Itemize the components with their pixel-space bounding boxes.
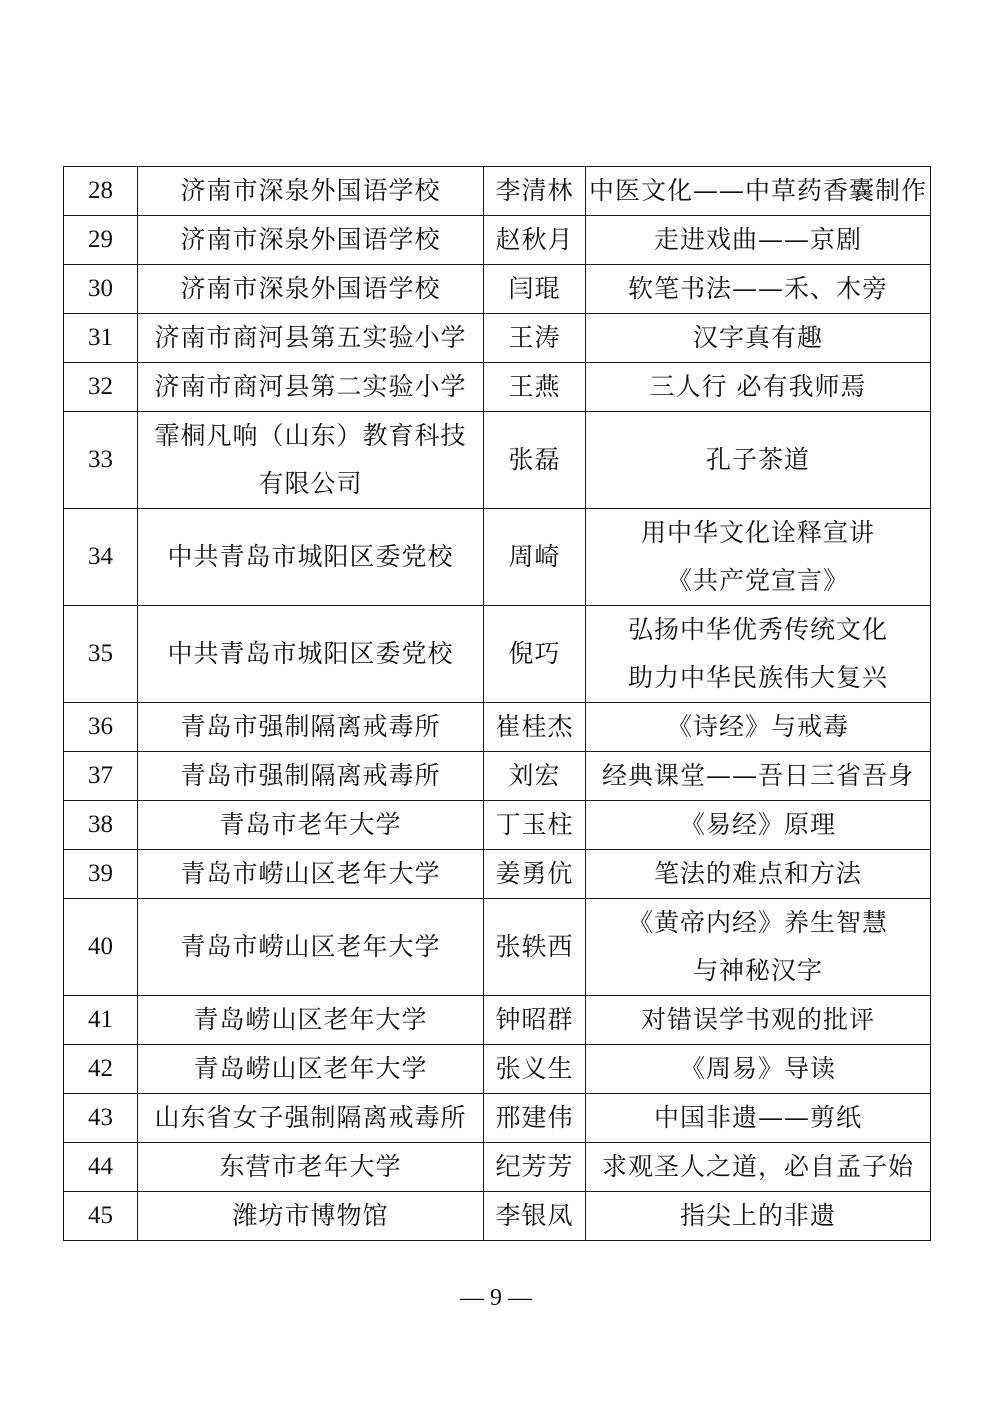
table-row	[64, 1094, 931, 1143]
organization-cell	[138, 509, 484, 606]
course-title-line: 《黄帝内经》养生智慧	[627, 908, 888, 937]
organization-cell	[138, 703, 484, 752]
presenter-name-cell: 纪芳芳	[484, 1143, 586, 1192]
table-row	[64, 167, 931, 216]
presenter-name-cell: 王燕	[484, 363, 586, 412]
row-number-cell: 45	[64, 1192, 138, 1241]
table-row	[64, 314, 931, 363]
course-title-cell	[586, 801, 931, 850]
table-row	[64, 899, 931, 996]
presenter-name-cell: 周崎	[484, 509, 586, 606]
organization-line: 有限公司	[258, 469, 363, 498]
row-number-cell: 43	[64, 1094, 138, 1143]
course-title-line: 弘扬中华优秀传统文化	[627, 615, 888, 644]
course-title-cell	[586, 996, 931, 1045]
row-number-cell: 33	[64, 412, 138, 509]
organization-cell	[138, 412, 484, 509]
organization-line: 青岛市老年大学	[219, 810, 402, 839]
course-title-line: 求观圣人之道，必自孟子始	[601, 1152, 914, 1181]
presenter-name-cell: 倪巧	[484, 606, 586, 703]
course-title-line: 三人行 必有我师焉	[649, 372, 867, 401]
row-number-cell: 39	[64, 850, 138, 899]
course-title-cell	[586, 216, 931, 265]
row-number-cell: 42	[64, 1045, 138, 1094]
presenter-name-cell: 张轶西	[484, 899, 586, 996]
row-number-cell: 31	[64, 314, 138, 363]
course-title-cell	[586, 850, 931, 899]
presenter-name-cell: 刘宏	[484, 752, 586, 801]
row-number-cell: 41	[64, 996, 138, 1045]
organization-cell	[138, 1094, 484, 1143]
presenter-name-cell: 王涛	[484, 314, 586, 363]
presenter-name-cell: 邢建伟	[484, 1094, 586, 1143]
organization-cell	[138, 216, 484, 265]
course-title-line: 对错误学书观的批评	[640, 1005, 875, 1034]
roster-table	[63, 166, 931, 1241]
organization-line: 中共青岛市城阳区委党校	[167, 639, 454, 668]
course-title-line: 《周易》导读	[679, 1054, 836, 1083]
organization-cell	[138, 801, 484, 850]
course-title-line: 指尖上的非遗	[679, 1201, 836, 1230]
organization-line: 山东省女子强制隔离戒毒所	[154, 1103, 467, 1132]
row-number-cell: 40	[64, 899, 138, 996]
course-title-line: 《共产党宣言》	[666, 566, 849, 595]
presenter-name-cell: 钟昭群	[484, 996, 586, 1045]
table-row	[64, 850, 931, 899]
organization-line: 青岛崂山区老年大学	[193, 1005, 428, 1034]
course-title-cell	[586, 1045, 931, 1094]
organization-cell	[138, 606, 484, 703]
course-title-cell	[586, 1094, 931, 1143]
course-title-line: 笔法的难点和方法	[653, 859, 862, 888]
organization-line: 霏桐凡响（山东）教育科技	[154, 421, 467, 450]
row-number-cell: 29	[64, 216, 138, 265]
table-row	[64, 265, 931, 314]
presenter-name-cell: 赵秋月	[484, 216, 586, 265]
course-title-cell	[586, 509, 931, 606]
organization-cell	[138, 1045, 484, 1094]
organization-line: 济南市深泉外国语学校	[180, 274, 441, 303]
organization-line: 济南市商河县第二实验小学	[154, 372, 467, 401]
roster-table-body	[64, 167, 931, 1241]
course-title-line: 中国非遗——剪纸	[653, 1103, 862, 1132]
row-number-cell: 30	[64, 265, 138, 314]
row-number-cell: 44	[64, 1143, 138, 1192]
course-title-cell	[586, 265, 931, 314]
table-row	[64, 996, 931, 1045]
organization-line: 青岛市崂山区老年大学	[180, 859, 441, 888]
presenter-name-cell: 崔桂杰	[484, 703, 586, 752]
organization-line: 青岛崂山区老年大学	[193, 1054, 428, 1083]
course-title-line: 软笔书法——禾、木旁	[627, 274, 888, 303]
page-number: — 9 —	[460, 1285, 532, 1311]
table-row	[64, 606, 931, 703]
table-row	[64, 1045, 931, 1094]
presenter-name-cell: 李清林	[484, 167, 586, 216]
presenter-name-cell: 张磊	[484, 412, 586, 509]
presenter-name-cell: 张义生	[484, 1045, 586, 1094]
row-number-cell: 34	[64, 509, 138, 606]
organization-cell	[138, 850, 484, 899]
presenter-name-cell: 丁玉柱	[484, 801, 586, 850]
organization-cell	[138, 752, 484, 801]
table-row	[64, 703, 931, 752]
course-title-line: 用中华文化诠释宣讲	[640, 518, 875, 547]
organization-cell	[138, 996, 484, 1045]
table-row	[64, 412, 931, 509]
presenter-name-cell: 李银凤	[484, 1192, 586, 1241]
table-row	[64, 801, 931, 850]
presenter-name-cell: 闫琨	[484, 265, 586, 314]
row-number-cell: 32	[64, 363, 138, 412]
organization-line: 潍坊市博物馆	[232, 1201, 389, 1230]
table-row	[64, 1143, 931, 1192]
course-title-line: 经典课堂——吾日三省吾身	[601, 761, 914, 790]
organization-cell	[138, 363, 484, 412]
row-number-cell: 28	[64, 167, 138, 216]
organization-line: 青岛市强制隔离戒毒所	[180, 712, 441, 741]
organization-line: 青岛市强制隔离戒毒所	[180, 761, 441, 790]
table-row	[64, 752, 931, 801]
row-number-cell: 36	[64, 703, 138, 752]
row-number-cell: 38	[64, 801, 138, 850]
course-title-cell	[586, 167, 931, 216]
organization-line: 济南市深泉外国语学校	[180, 225, 441, 254]
table-row	[64, 216, 931, 265]
presenter-name-cell: 姜勇伉	[484, 850, 586, 899]
organization-line: 青岛市崂山区老年大学	[180, 932, 441, 961]
course-title-cell	[586, 314, 931, 363]
course-title-cell	[586, 899, 931, 996]
course-title-cell	[586, 752, 931, 801]
course-title-line: 助力中华民族伟大复兴	[627, 663, 888, 692]
course-title-line: 走进戏曲——京剧	[653, 225, 862, 254]
table-row	[64, 1192, 931, 1241]
organization-cell	[138, 314, 484, 363]
organization-line: 东营市老年大学	[219, 1152, 402, 1181]
organization-cell	[138, 1143, 484, 1192]
course-title-line: 与神秘汉字	[692, 956, 823, 985]
course-title-line: 孔子茶道	[705, 445, 810, 474]
course-title-cell	[586, 363, 931, 412]
table-row	[64, 509, 931, 606]
organization-line: 济南市商河县第五实验小学	[154, 323, 467, 352]
organization-cell	[138, 899, 484, 996]
table-row	[64, 363, 931, 412]
course-title-line: 中医文化——中草药香囊制作	[588, 176, 927, 205]
organization-cell	[138, 265, 484, 314]
organization-line: 中共青岛市城阳区委党校	[167, 542, 454, 571]
course-title-cell	[586, 703, 931, 752]
course-title-cell	[586, 1192, 931, 1241]
organization-cell	[138, 1192, 484, 1241]
organization-cell	[138, 167, 484, 216]
row-number-cell: 35	[64, 606, 138, 703]
course-title-cell	[586, 1143, 931, 1192]
course-title-line: 《诗经》与戒毒	[666, 712, 849, 741]
course-title-cell	[586, 412, 931, 509]
course-title-line: 汉字真有趣	[692, 323, 823, 352]
row-number-cell: 37	[64, 752, 138, 801]
course-title-line: 《易经》原理	[679, 810, 836, 839]
organization-line: 济南市深泉外国语学校	[180, 176, 441, 205]
course-title-cell	[586, 606, 931, 703]
